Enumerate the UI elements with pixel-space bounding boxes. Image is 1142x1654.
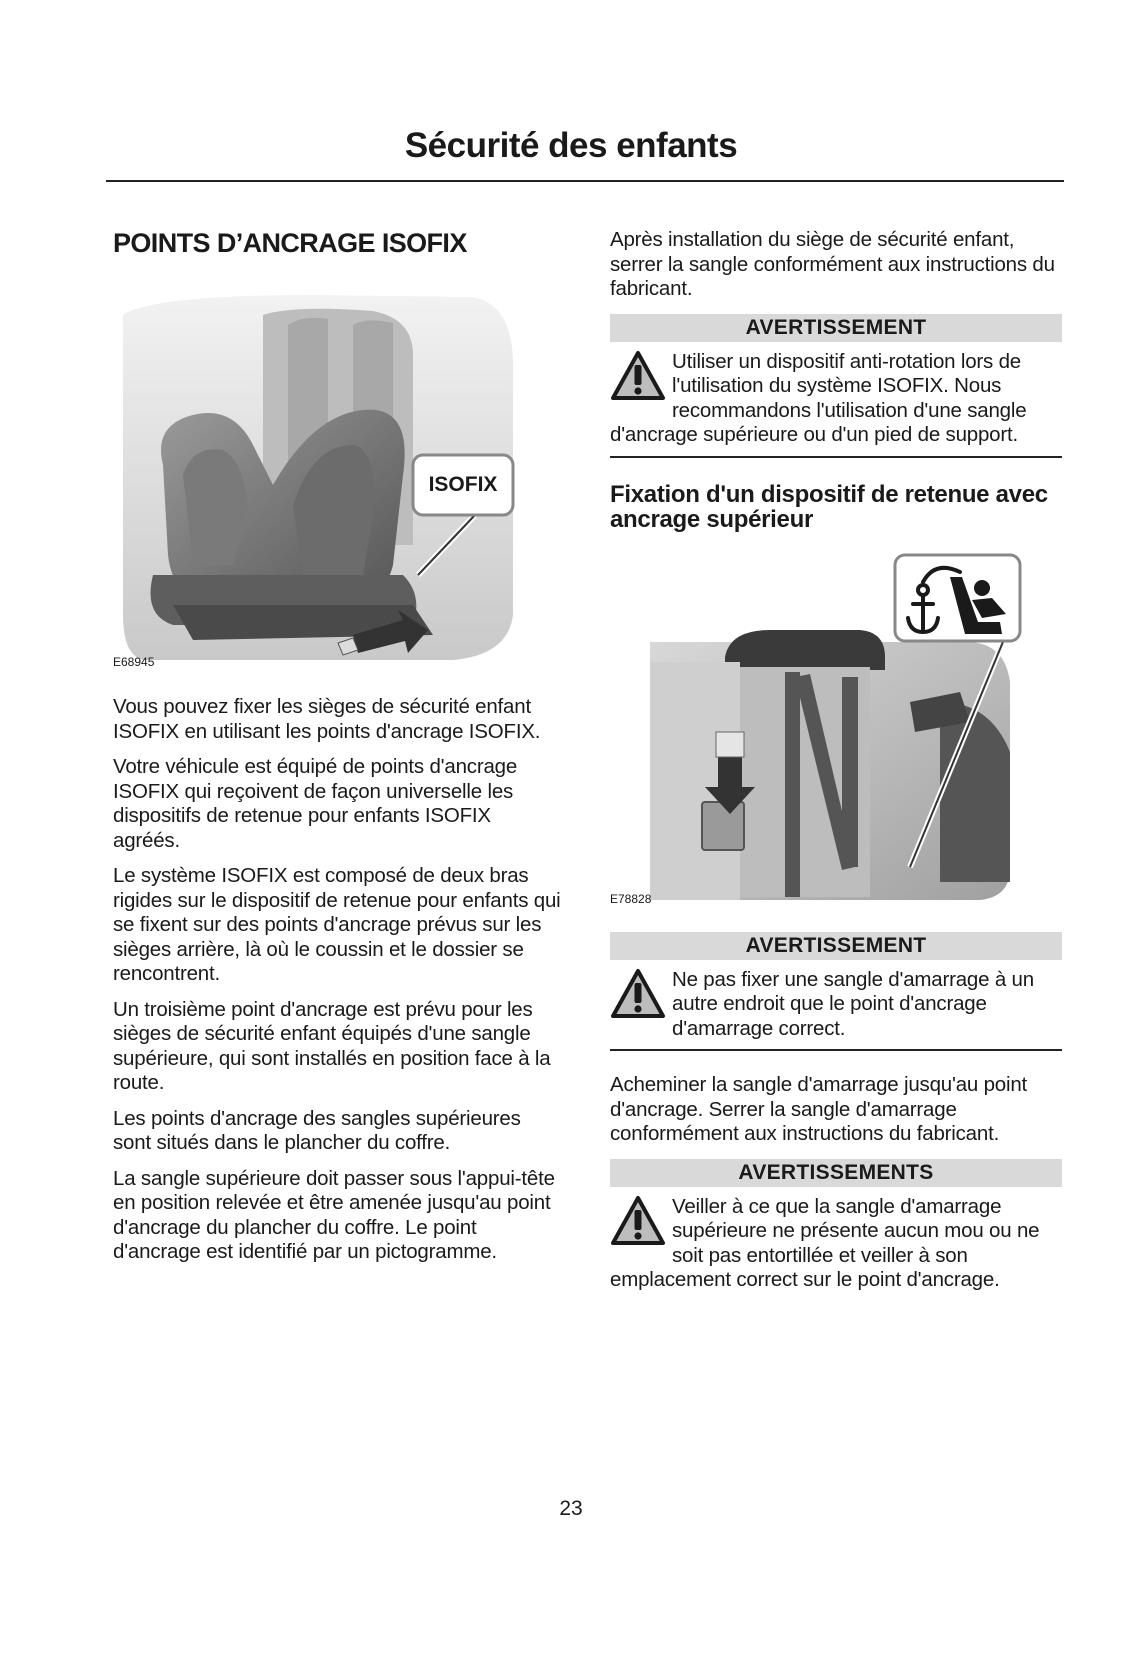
paragraph: Un troisième point d'ancrage est prévu pour les sièges de sécurité enfant équipés d'une sangle supérieure, qui sont installés en position face à la route.: [113, 997, 551, 1094]
intro-paragraph: Après installation du siège de sécurité enfant, serrer la sangle conformément aux instructions du fabricant.: [610, 228, 1055, 300]
warning-divider: [610, 1049, 1062, 1051]
isofix-seat-figure: [113, 275, 563, 685]
section-title: POINTS D’ANCRAGE ISOFIX: [113, 228, 467, 258]
header-divider: [106, 180, 1064, 182]
warning-heading: AVERTISSEMENT: [610, 932, 1062, 960]
left-column: [113, 228, 563, 1276]
warning-divider: [610, 456, 1062, 458]
paragraph: La sangle supérieure doit passer sous l'appui-tête en position relevée et être amenée jusqu'au point d'ancrage du plancher du coffre. Le point d'ancrage est identifié par un pictogramme.: [113, 1166, 555, 1263]
paragraph: Votre véhicule est équipé de points d'ancrage ISOFIX qui reçoivent de façon universelle les dispositifs de retenue pour enfants ISOFIX agréés.: [113, 755, 518, 852]
paragraph: Vous pouvez fixer les sièges de sécurité enfant ISOFIX en utilisant les points d'ancrage ISOFIX.: [113, 695, 541, 743]
routing-paragraph: Acheminer la sangle d'amarrage jusqu'au point d'ancrage. Serrer la sangle d'amarrage conformément aux instructions du fabricant.: [610, 1073, 1028, 1145]
warning-triangle-icon: [610, 350, 666, 402]
top-tether-illustration: [610, 552, 1062, 912]
warning-box: [610, 932, 1062, 1052]
paragraph: Le système ISOFIX est composé de deux bras rigides sur le dispositif de retenue pour enfants qui se fixent sur des points d'ancrage prévus sur les sièges arrière, là où le coussin et le dossier se rencontrent.: [113, 864, 561, 985]
warning-box: [610, 314, 1062, 458]
warning-text: Ne pas fixer une sangle d'amarrage à un autre endroit que le point d'ancrage d'amarrage correct.: [672, 967, 1034, 1040]
top-tether-figure: [610, 552, 1062, 912]
isofix-callout-label: ISOFIX: [428, 473, 498, 496]
page-number: 23: [559, 1497, 583, 1520]
warning-triangle-icon: [610, 968, 666, 1020]
warning-text: Veiller à ce que la sangle d'amarrage supérieure ne présente aucun mou ou ne soit pas entortillée et veiller à son emplacement correct sur le point d'ancrage.: [610, 1194, 1040, 1291]
paragraph: Les points d'ancrage des sangles supérieures sont situés dans le plancher du coffre.: [113, 1106, 521, 1154]
right-column: [610, 228, 1062, 1315]
warning-heading: AVERTISSEMENT: [610, 314, 1062, 342]
body-text: [113, 695, 563, 1265]
warning-text: Utiliser un dispositif anti-rotation lors de l'utilisation du système ISOFIX. Nous recommandons l'utilisation d'une sangle d'ancrage supérieure ou d'un pied de support.: [610, 349, 1027, 446]
figure-code: E68945: [113, 655, 155, 669]
warning-triangle-icon: [610, 1195, 666, 1247]
page-title: Sécurité des enfants: [404, 126, 738, 165]
figure-code: E78828: [610, 891, 652, 906]
warning-box: [610, 1159, 1062, 1293]
warning-heading: AVERTISSEMENTS: [610, 1159, 1062, 1187]
subsection-title: Fixation d'un dispositif de retenue avec ancrage supérieur: [610, 480, 1048, 533]
